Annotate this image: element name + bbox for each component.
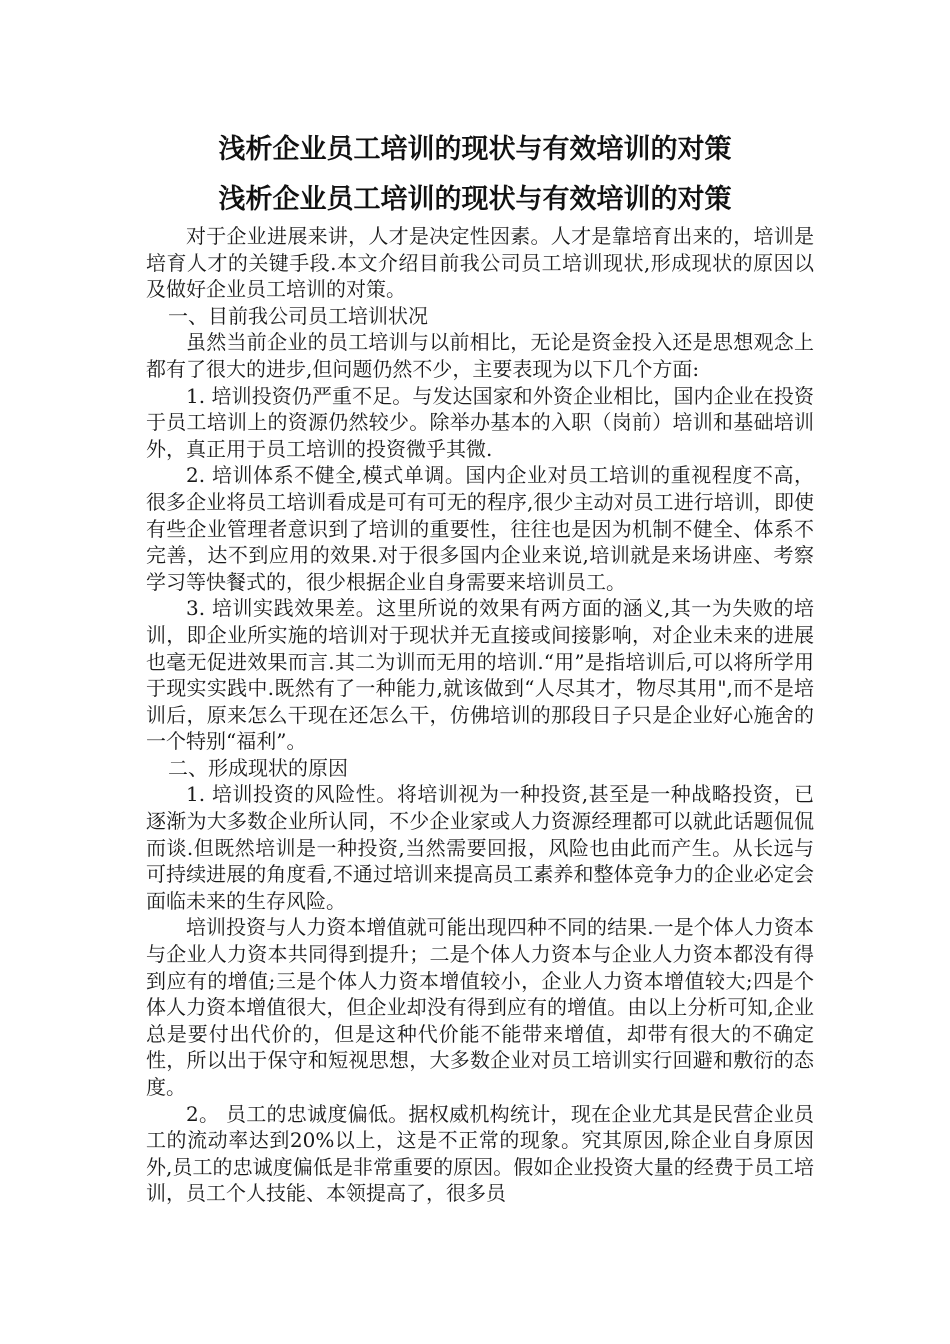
section-heading-causes: 二、形成现状的原因	[168, 755, 348, 780]
paragraph-cause-1-risk: 1. 培训投资的风险性。将培训视为一种投资,甚至是一种战略投资，已逐渐为大多数企业所认同，不少企业家或人力资源经理都可以就此话题侃侃而谈.但既然培训是一种投资,当然需要回报，风险也由此而产生。从长远与可持续进展的角度看,不通过培训来提高员工素养和整体竞争力的企业必定会面临未来的生存风险。	[146, 782, 814, 913]
document-body	[146, 223, 814, 1207]
document-subtitle: 浅析企业员工培训的现状与有效培训的对策	[218, 184, 732, 215]
paragraph-cause-2-loyalty: 2。 员工的忠诚度偏低。据权威机构统计，现在企业尤其是民营企业员工的流动率达到20%以上，这是不正常的现象。究其原因,除企业自身原因外,员工的忠诚度偏低是非常重要的原因。假如企业投资大量的经费于员工培训，员工个人技能、本领提高了，很多员	[146, 1101, 814, 1206]
section-heading-current-status: 一、目前我公司员工培训状况	[168, 303, 428, 328]
paragraph-status-overview: 虽然当前企业的员工培训与以前相比，无论是资金投入还是思想观念上都有了很大的进步,但问题仍然不少，主要表现为以下几个方面:	[146, 330, 814, 381]
paragraph-point-1-investment: 1. 培训投资仍严重不足。与发达国家和外资企业相比，国内企业在投资于员工培训上的资源仍然较少。除举办基本的入职（岗前）培训和基础培训外，真正用于员工培训的投资微乎其微.	[146, 383, 814, 461]
paragraph-cause-1-outcomes: 培训投资与人力资本增值就可能出现四种不同的结果.一是个体人力资本与企业人力资本共同得到提升；二是个体人力资本与企业人力资本都没有得到应有的增值;三是个体人力资本增值较小，企业人力资本增值较大;四是个体人力资本增值很大，但企业却没有得到应有的增值。由以上分析可知,企业总是要付出代价的，但是这种代价能不能带来增值，却带有很大的不确定性，所以出于保守和短视思想，大多数企业对员工培训实行回避和敷衍的态度。	[146, 915, 814, 1099]
paragraph-point-2-system: 2. 培训体系不健全,模式单调。国内企业对员工培训的重视程度不高，很多企业将员工培训看成是可有可无的程序,很少主动对员工进行培训，即使有些企业管理者意识到了培训的重要性，往往也是因为机制不健全、体系不完善，达不到应用的效果.对于很多国内企业来说,培训就是来场讲座、考察学习等快餐式的，很少根据企业自身需要来培训员工。	[146, 463, 814, 594]
intro-paragraph: 对于企业进展来讲，人才是决定性因素。人才是靠培育出来的，培训是培育人才的关键手段.本文介绍目前我公司员工培训现状,形成现状的原因以及做好企业员工培训的对策。	[146, 224, 814, 302]
paragraph-point-3-effect: 3. 培训实践效果差。这里所说的效果有两方面的涵义,其一为失败的培训，即企业所实施的培训对于现状并无直接或间接影响，对企业未来的进展也毫无促进效果而言.其二为训而无用的培训.“用”是指培训后,可以将所学用于现实实践中.既然有了一种能力,就该做到“人尽其才，物尽其用",而不是培训后，原来怎么干现在还怎么干，仿佛培训的那段日子只是企业好心施舍的一个特别“福利”。	[146, 596, 814, 754]
document-title: 浅析企业员工培训的现状与有效培训的对策	[218, 134, 732, 165]
